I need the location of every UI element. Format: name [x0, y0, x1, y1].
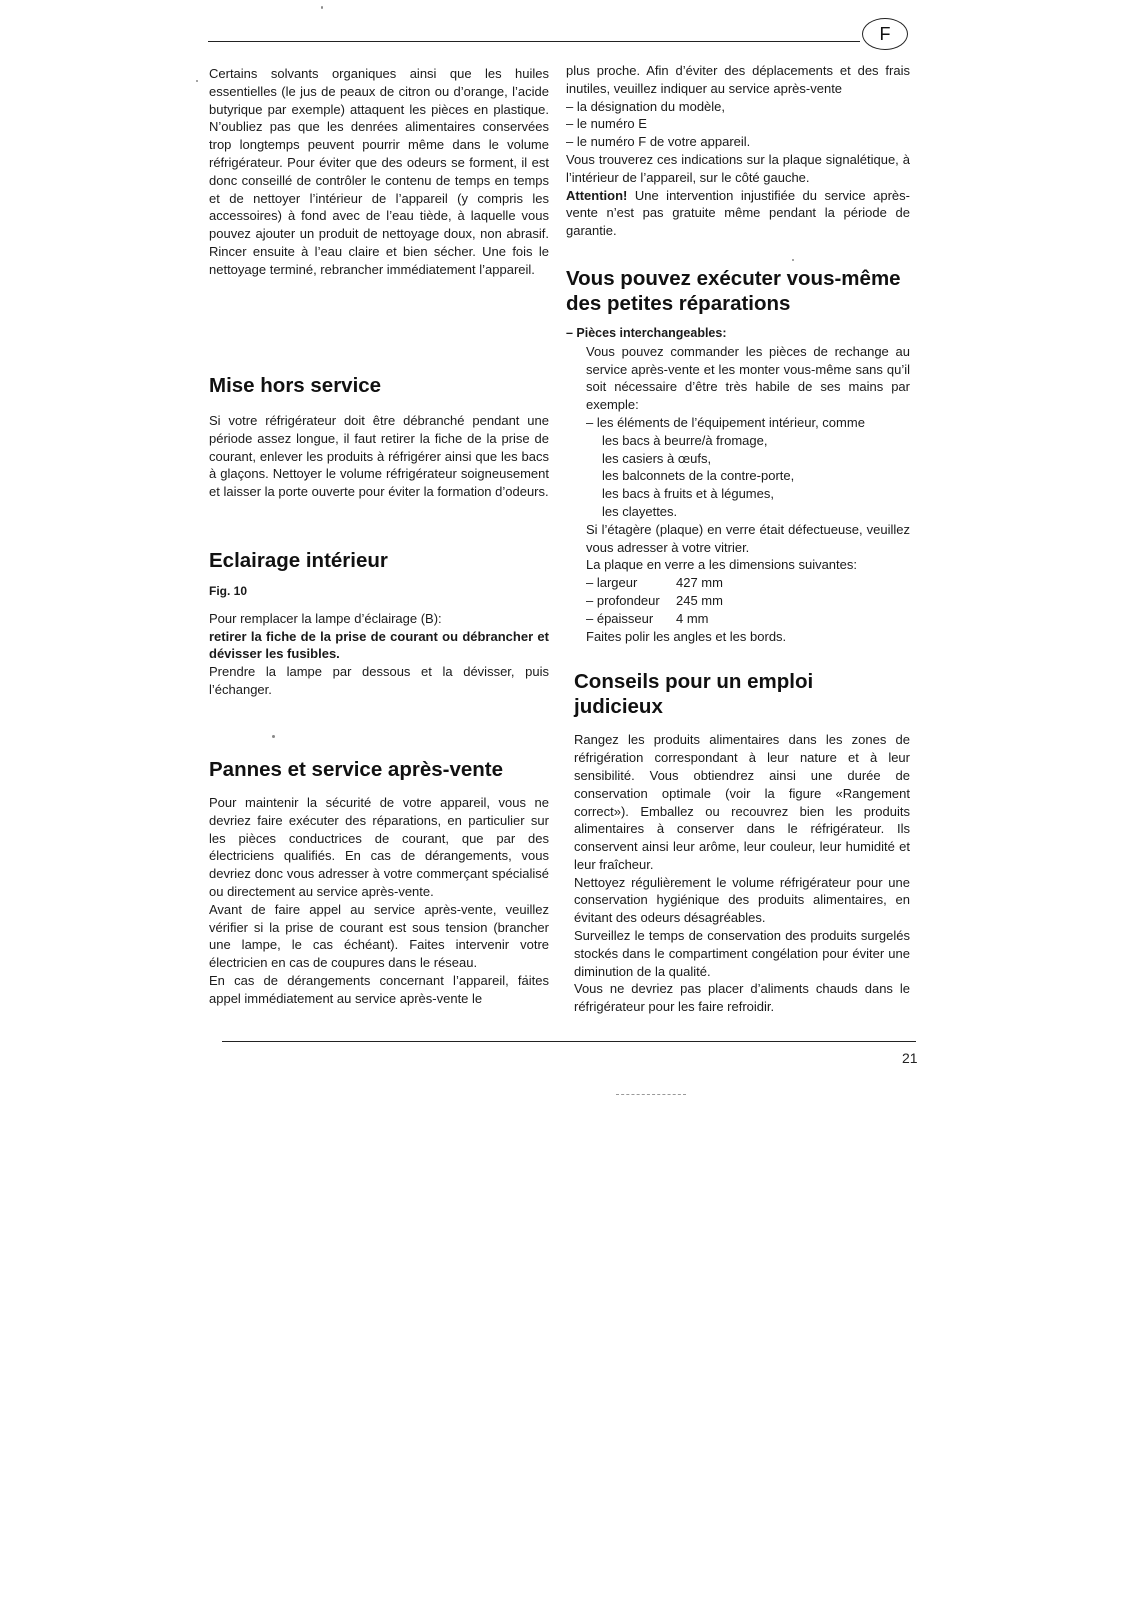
- section-text: Vous trouverez ces indications sur la plaque signalétique, à l’intérieur de l’appareil, sur le côté gauche.: [566, 151, 910, 185]
- list-item: les casiers à œufs,: [602, 450, 712, 466]
- section-pannes: [209, 757, 549, 1008]
- list-item: les bacs à fruits et à légumes,: [602, 486, 774, 502]
- section-text: Pour remplacer la lampe d’éclairage (B):: [209, 610, 442, 626]
- list-item: les balconnets de la contre-porte,: [602, 468, 795, 484]
- section-eclairage: [209, 548, 549, 699]
- dimension-label: – profondeur: [586, 592, 660, 608]
- section-text: Si l’étagère (plaque) en verre était défectueuse, veuillez vous adresser à votre vitrier.: [586, 521, 910, 555]
- section-text: Avant de faire appel au service après-vente, veuillez vérifier si la prise de courant est sous tension (brancher une lampe, le cas échéant). Faites intervenir votre électricien en cas de coupures dans le réseau.: [209, 901, 549, 971]
- warning-text: retirer la fiche de la prise de courant ou débrancher et dévisser les fusibles.: [209, 628, 549, 662]
- section-conseils: [566, 669, 910, 1016]
- attention-label: Attention!: [566, 187, 628, 203]
- list-item: les bacs à beurre/à fromage,: [602, 432, 768, 448]
- section-heading: Vous pouvez exécuter vous-même des petites réparations: [566, 266, 901, 315]
- dimension-value: 427 mm: [676, 575, 723, 591]
- right-column: [566, 62, 910, 1016]
- header-rule: [208, 41, 860, 42]
- section-text: Surveillez le temps de conservation des produits surgelés stockés dans le compartiment congélation pour éviter une diminution de la qualité.: [574, 928, 910, 979]
- list-item: les clayettes.: [602, 503, 678, 519]
- dimension-row: [586, 592, 910, 610]
- scan-artifact: [616, 1094, 686, 1095]
- page-number: 21: [902, 1050, 918, 1066]
- section-text: Nettoyez régulièrement le volume réfrigérateur pour une conservation hygiénique des produits alimentaires, en évitant des odeurs désagréables.: [574, 874, 910, 926]
- figure-reference: Fig. 10: [209, 584, 248, 598]
- dimension-value: 4 mm: [676, 610, 709, 626]
- section-text: Si votre réfrigérateur doit être débranché pendant une période assez longue, il faut retirer la fiche de la prise de courant, enlever les produits à réfrigérer ainsi que les bacs à glaçons. Nettoyer le volume réfrigérateur soigneusement et laisser la porte ouverte pour éviter la formation d’odeurs.: [209, 413, 549, 500]
- dimension-label: – épaisseur: [586, 610, 654, 626]
- language-badge: F: [862, 18, 908, 50]
- cleaning-paragraph: Certains solvants organiques ainsi que les huiles essentielles (le jus de peaux de citron ou d’orange, l’acide butyrique par exemple) attaquent les pièces en plastique. N’oubliez pas que les denrées alimentaires conservées trop longtemps peuvent pourrir même dans le volume réfrigérateur. Pour éviter que des odeurs se forment, il est donc conseillé de contrôler le contenu de temps en temps et de nettoyer l’intérieur de l’appareil (y compris les accessoires) à fond avec de l’eau tiède, à laquelle vous pouvez ajouter un produit de nettoyage doux, non abrasif. Rincer ensuite à l’eau claire et bien sécher. Une fois le nettoyage terminé, rebrancher immédiatement l’appareil.: [209, 66, 549, 277]
- section-text: Prendre la lampe par dessous et la dévisser, puis l’échanger.: [209, 664, 549, 697]
- left-column: [209, 65, 549, 1006]
- section-text: Pour maintenir la sécurité de votre appareil, vous ne devriez faire exécuter des réparations, en particulier sur les pièces conductrices de courant, que par des électriciens qualifiés. En cas de dérangements, vous devriez donc vous adresser à votre commerçant spécialisé ou directement au service après-vente.: [209, 795, 549, 899]
- section-text: Vous pouvez commander les pièces de rechange au service après-vente et les monter vous-même sans qu’il soit nécessaire d’être très habile de ses mains par exemple:: [586, 343, 910, 413]
- section-heading: Pannes et service après-vente: [209, 758, 503, 781]
- dimension-value: 245 mm: [676, 592, 723, 608]
- section-text: Faites polir les angles et les bords.: [586, 628, 787, 644]
- section-reparations: [566, 266, 910, 645]
- section-heading: Conseils pour un emploi judicieux: [574, 670, 814, 719]
- list-item: – la désignation du modèle,: [566, 98, 726, 114]
- attention-paragraph: [566, 187, 910, 240]
- pieces-label: – Pièces interchangeables:: [566, 325, 727, 340]
- section-text: plus proche. Afin d’éviter des déplacements et des frais inutiles, veuillez indiquer au service après-vente: [566, 63, 910, 96]
- scan-speck: [272, 735, 275, 738]
- dimensions-list: [566, 574, 910, 627]
- dimension-row: [586, 610, 910, 628]
- list-item: – le numéro E: [566, 116, 647, 132]
- section-mise-hors-service: [209, 373, 549, 501]
- list-item: – les éléments de l’équipement intérieur, comme: [586, 414, 865, 430]
- scan-speck: [321, 6, 323, 9]
- dimension-label: – largeur: [586, 575, 638, 591]
- footer-rule: [222, 1041, 916, 1042]
- section-heading: Mise hors service: [209, 374, 382, 397]
- section-text: Rangez les produits alimentaires dans les zones de réfrigération correspondant à leur nature et à leur sensibilité. Vous obtiendrez ainsi une durée de conservation optimale (voir la figure «Rangement correct»). Emballez ou recouvrez bien les produits alimentaires à conserver dans le réfrigérateur. Ils conservent ainsi leur arôme, leur couleur, leur humidité et leur fraîcheur.: [574, 732, 910, 872]
- section-text: Vous ne devriez pas placer d’aliments chauds dans le réfrigérateur pour les faire refroidir.: [574, 981, 910, 1015]
- section-heading: Eclairage intérieur: [209, 549, 388, 572]
- section-text: La plaque en verre a les dimensions suivantes:: [586, 557, 857, 573]
- dimension-row: [586, 574, 910, 592]
- scan-speck: [196, 80, 198, 82]
- section-text: En cas de dérangements concernant l’appareil, faites appel immédiatement au service après-vente le: [209, 972, 549, 1006]
- attention-text: Une intervention injustifiée du service après-vente n’est pas gratuite même pendant la période de garantie.: [566, 187, 910, 239]
- list-item: – le numéro F de votre appareil.: [566, 134, 751, 150]
